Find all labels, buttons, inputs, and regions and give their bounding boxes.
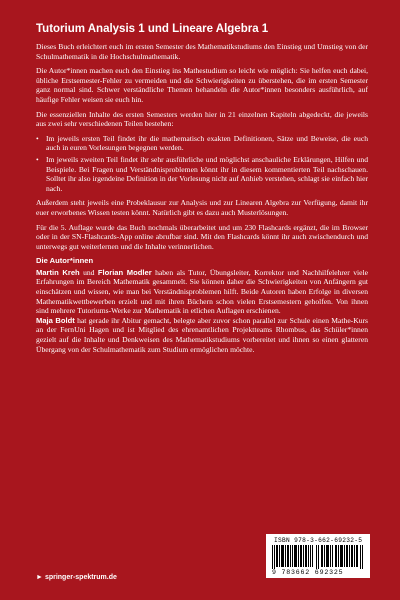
book-title: Tutorium Analysis 1 und Lineare Algebra 1 (36, 23, 269, 35)
list-item (36, 134, 368, 153)
isbn-label: ISBN 978-3-662-69232-5 (274, 537, 363, 544)
intro-paragraph-3: Die essenziellen Inhalte des ersten Semesters werden hier in 21 einzelnen Kapiteln abgedeckt, die jeweils aus zwei sehr verschiedenen Teilen bestehen: (36, 109, 368, 129)
isbn-digits: 9 783662 692325 (272, 569, 344, 576)
barcode-icon (272, 545, 364, 569)
arrow-icon: ► (36, 574, 43, 581)
author-name: Maja Boldt (36, 315, 75, 325)
intro-paragraph-1: Dieses Buch erleichtert euch im ersten Semester des Mathematikstudiums den Einstieg und Umstieg von der Schulmathematik in die Hochschulmathematik. (36, 42, 368, 61)
bullet-icon: • (36, 154, 39, 164)
chapter-parts-list (36, 134, 368, 194)
url-text: springer-spektrum.de (44, 574, 117, 581)
list-item (36, 155, 368, 193)
author-name: Martin Kreh (36, 267, 80, 277)
isbn-barcode (266, 534, 370, 578)
bullet-icon: • (36, 133, 39, 143)
exam-paragraph: Außerdem steht jeweils eine Probeklausur zur Analysis und zur Linearen Algebra zur Verfügung, damit ihr euer erworbenes Wissen testen könnt. Natürlich gibt es dazu auch Musterlösungen. (36, 198, 368, 217)
list-item-text: Im jeweils zweiten Teil findet ihr sehr ausführliche und möglichst anschauliche Erklärungen, Hilfen und Beispiele. Bei Fragen und Verständnisproblemen könnt ihr in diesem kommentierten Teil nachschauen. Solltet ihr also irgendeine Definition in der Vorlesung nicht auf Anhieb verstehen, schlagt sie einfach hier nach. (46, 154, 368, 193)
publisher-url[interactable] (36, 574, 117, 581)
list-item-text: Im jeweils ersten Teil findet ihr die mathematisch exakten Definitionen, Sätze und Beweise, die euch auch in euren Vorlesungen begegnen werden. (46, 133, 368, 153)
edition-paragraph: Für die 5. Auflage wurde das Buch nochmals überarbeitet und um 230 Flashcards ergänzt, die im Browser oder in der SN-Flashcards-App online abrufbar sind. Mit den Flashcards könnt ihr auch zwischendurch und unterwegs gut weiterlernen und die Inhalte verinnerlichen. (36, 222, 368, 251)
author-conjunction: und (79, 267, 98, 277)
author-bio-text: hat gerade ihr Abitur gemacht, belegte aber zuvor schon parallel zur Schule einen Mathe-Kurs an der FernUni Hagen und ist Mitglied des ehrenamtlichen Projektteams Rhombus, das Schüler*innen gezielt auf die Inhalte und Denkweisen des Mathematikstudiums vorbereitet und ihnen so einen glatteren Übergang von der Schulmathematik zum Studium ermöglichen möchte. (36, 315, 368, 354)
content-area (36, 22, 368, 359)
author-name: Florian Modler (97, 267, 152, 277)
author-bio-text: haben als Tutor, Übungsleiter, Korrektor und Nachhilfelehrer viele Erfahrungen im Bereich Mathematik gesammelt. Sie können daher die Schwierigkeiten von Anfängern gut einschätzen und wissen, wie man bei Verständnisproblemen hilft. Beide Autoren haben Erfolge in diversen Mathematikwettbewerben erzielt und mit ihren Büchern schon vielen Erstsemestern geholfen. Von ihnen sind mehrere Tutoriums-Werke zur Mathematik in etlichen Auflagen erschienen. (36, 267, 368, 316)
author-bio-1 (36, 268, 368, 316)
author-bio-2 (36, 316, 368, 354)
intro-paragraph-2: Die Autor*innen machen euch den Einstieg ins Mathestudium so leicht wie möglich: Sie helfen euch dabei, übliche Erstsemester-Fehler zu vermeiden und die Schwierigkeiten zu überstehen, die im ersten Semester ganz normal sind. Schwer verständliche Themen behandeln die Autor*innen besonders ausführlich, auf häufige Fehler weisen sie euch hin. (36, 66, 368, 104)
authors-heading: Die Autor*innen (36, 256, 94, 266)
